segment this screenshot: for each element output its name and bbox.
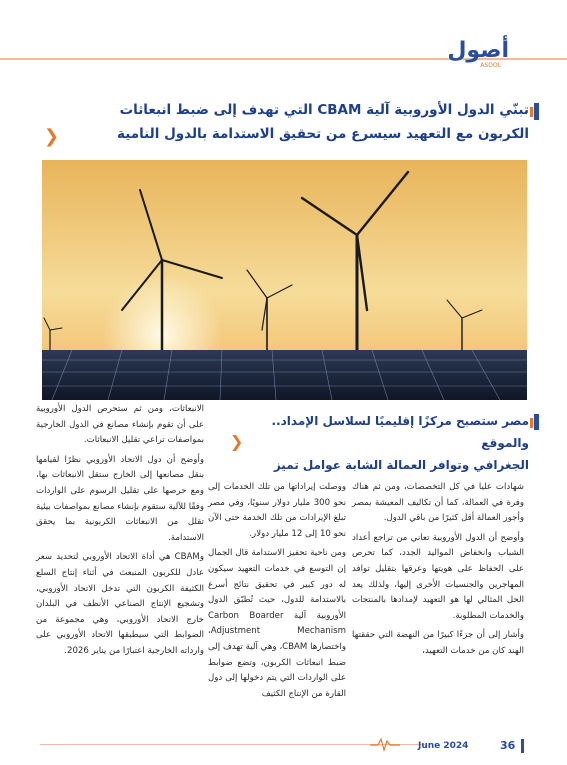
paragraph: شهادات عليا في كل التخصصات، ومن ثم هناك وفرة في العمالة، كما أن تكاليف المعيشة بمصر وأجور العمالة أقل كثيرًا من باقي الدول. [352,482,524,524]
subhead-line-1: مصر ستصبح مركزًا إقليميًا لسلاسل الإمداد.. والموقع [271,414,529,450]
page-number-marker [521,739,524,753]
subhead-marker [534,414,539,430]
issue-date: June 2024 [418,741,469,751]
article-headline [69,98,529,146]
paragraph: الانبعاثات، ومن ثم ستحرص الدول الأوروبية على أن تقوم بإنشاء مصانع في الدول الخارجية بمواصفات تراعي تقليل الانبعاثات. [36,404,204,446]
article-subhead [229,410,529,476]
magazine-logo [441,38,509,72]
footer-rule [40,744,425,745]
subhead-line-2: الجغرافي وتوافر العمالة الشابة عوامل تميز [273,458,529,472]
paragraph: وأشار إلى أن جزءًا كبيرًا من النهضة التي حققتها الهند كان من خدمات التعهيد، [352,630,524,656]
paragraph: وأوضح أن الدول الأوروبية تعاني من تراجع أعداد الشباب وانخفاض المواليد الجدد، كما تحرص على الحفاظ على هويتها وعرقها بتقليل توافد المهاجرين والجنسيات الأخرى إليها، ولذلك يعد الحل المثالي لها هو التعهيد لإمدادها بالمنتجات والخدمات المطلوبة. [352,532,524,621]
paragraph: ووصلت إيراداتها من تلك الخدمات إلى نحو 300 مليار دولار سنويًا، وفي مصر تبلغ الإيرادات من تلك الخدمة حتى الآن نحو 10 إلى 12 مليار دولار. [208,482,346,539]
wind-solar-photo [42,160,527,400]
page-number: 36 [500,739,516,752]
text-column-right [352,480,524,664]
quote-mark-icon: ❯ [230,432,244,451]
subhead-marker-accent [530,418,533,428]
paragraph: ومن ناحية تحفيز الاستدامة قال الجمال إن التوسع في خدمات التعهيد سيكون له دور كبير في تحقيق نتائج أسرع بالاستدامة للدول، حيث تُطبّق الدول الأوروبية آلية Carbon Boarder Adjustment Mechanism، واختصارها CBAM، وهي آلية تهدف إلى ضبط انبعاثات الكربون، وتضع ضوابط على الواردات التي يتم دخولها إلى دول القارة من الإنتاج الكثيف [208,548,346,699]
text-column-middle [208,480,346,706]
headline-marker [534,103,539,120]
wind-turbines-image [42,160,527,400]
paragraph: وCBAM هي أداة الاتحاد الأوروبي لتحديد سعر عادل للكربون المنبعث في أثناء إنتاج السلع الكثيفة الكربون التي تدخل الاتحاد الأوروبي، وتشجيع الإنتاج الصناعي الأنظف في البلدان خارج الاتحاد الأوروبي، وهي مجموعة من الضوابط التي سيطبقها الاتحاد الأوروبي على وارداته الخارجية اعتبارًا من يناير 2026. [36,552,204,656]
logo-tagline: ASOOL [480,62,501,69]
quote-mark-icon: ❯ [44,126,60,147]
paragraph: وأوضح أن دول الاتحاد الأوروبي نظرًا لقيامها بنقل مصانعها إلى الخارج ستقل الانبعاثات بها، ومع حرصها على تقليل الرسوم على الواردات وفقًا للآلية ستقوم بإنشاء مصانع بمواصفات بيئية تقلل من الانبعاثات الكربونية بما يحقق الاستدامة. [36,454,204,543]
headline-marker-accent [530,107,533,117]
logo-name: أصول [447,38,509,63]
text-column-left [36,402,204,664]
pulse-line-icon [370,736,400,752]
headline-line-2: الكربون مع التعهيد سيسرع من تحقيق الاستدامة بالدول النامية [117,126,529,142]
headline-line-1: تبنّي الدول الأوروبية آلية CBAM التي تهدف إلى ضبط انبعاثات [119,102,529,118]
